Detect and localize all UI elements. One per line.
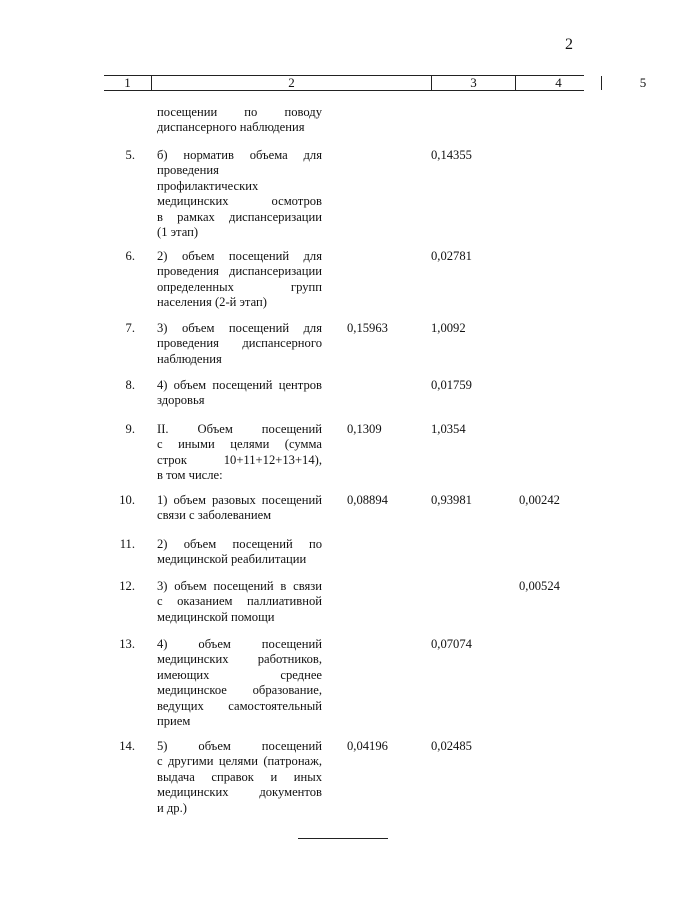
description-line: б) норматив объема для [157,148,322,162]
description-line: медицинской помощи [157,609,275,624]
row-description [157,579,322,625]
description-line: здоровья [157,393,205,408]
value-col-3: 0,04196 [347,739,388,753]
row-number: 7. [125,321,135,335]
description-line: 5) объем посещений [157,739,322,753]
description-line: с оказанием паллиативной [157,594,322,609]
row-description [157,105,322,136]
row-number: 10. [119,493,135,507]
row-number: 8. [125,378,135,392]
value-col-4: 0,14355 [431,148,472,162]
value-col-4: 1,0354 [431,422,466,436]
value-col-4: 1,0092 [431,321,466,335]
description-line: выдача справок и иных [157,769,322,784]
description-line: посещении по поводу [157,105,322,119]
description-line: с другими целями (патронаж, [157,754,322,769]
header-col-3: 3 [431,76,515,90]
description-line: в том числе: [157,468,223,483]
row-description [157,493,322,524]
description-line: определенных групп [157,279,322,294]
row-number: 9. [125,422,135,436]
description-line: диспансерного наблюдения [157,120,305,135]
description-line: медицинское образование, [157,683,322,698]
description-line: в рамках диспансеризации [157,209,322,224]
description-line: 3) объем посещений в связи [157,579,322,593]
header-col-2: 2 [151,76,431,90]
header-col-4: 4 [515,76,601,90]
description-line: наблюдения [157,351,222,366]
row-number: 11. [119,537,135,551]
value-col-3: 0,15963 [347,321,388,335]
row-description [157,637,322,729]
description-line: имеющих среднее [157,667,322,682]
table-header [104,75,647,91]
value-col-4: 0,02781 [431,249,472,263]
description-line: 2) объем посещений для [157,249,322,263]
description-line: населения (2-й этап) [157,295,267,310]
row-description [157,739,322,816]
description-line: 3) объем посещений для [157,321,322,335]
header-col-1: 1 [124,75,131,90]
description-line: с иными целями (сумма [157,437,322,452]
description-line: профилактических [157,178,259,193]
row-number: 12. [119,579,135,593]
row-number: 13. [119,637,135,651]
page-number: 2 [565,36,573,53]
description-line: проведения диспансерного [157,336,322,351]
value-col-5: 0,00242 [519,493,560,507]
row-description [157,422,322,484]
value-col-4: 0,93981 [431,493,472,507]
description-line: 4) объем посещений [157,637,322,651]
description-line: медицинских осмотров [157,194,322,209]
description-line: 2) объем посещений по [157,537,322,551]
header-col-5: 5 [601,76,684,90]
description-line: проведения диспансеризации [157,264,322,279]
description-line: 1) объем разовых посещений [157,493,322,507]
description-line: медицинских работников, [157,652,322,667]
description-line: строк 10+11+12+13+14), [157,452,322,467]
description-line: и др.) [157,800,187,815]
value-col-3: 0,08894 [347,493,388,507]
row-number: 14. [119,739,135,753]
row-description [157,249,322,311]
value-col-5: 0,00524 [519,579,560,593]
row-number: 5. [125,148,135,162]
row-description [157,378,322,409]
description-line: (1 этап) [157,225,199,240]
row-description [157,537,322,568]
value-col-3: 0,1309 [347,422,382,436]
description-line: проведения [157,163,219,178]
description-line: II. Объем посещений [157,422,322,436]
end-divider [298,838,388,839]
value-col-4: 0,01759 [431,378,472,392]
description-line: связи с заболеванием [157,508,272,523]
description-line: прием [157,714,191,729]
value-col-4: 0,02485 [431,739,472,753]
description-line: 4) объем посещений центров [157,378,322,392]
row-description [157,148,322,240]
row-description [157,321,322,367]
row-number: 6. [125,249,135,263]
description-line: ведущих самостоятельный [157,698,322,713]
value-col-4: 0,07074 [431,637,472,651]
description-line: медицинской реабилитации [157,552,307,567]
description-line: медицинских документов [157,785,322,800]
